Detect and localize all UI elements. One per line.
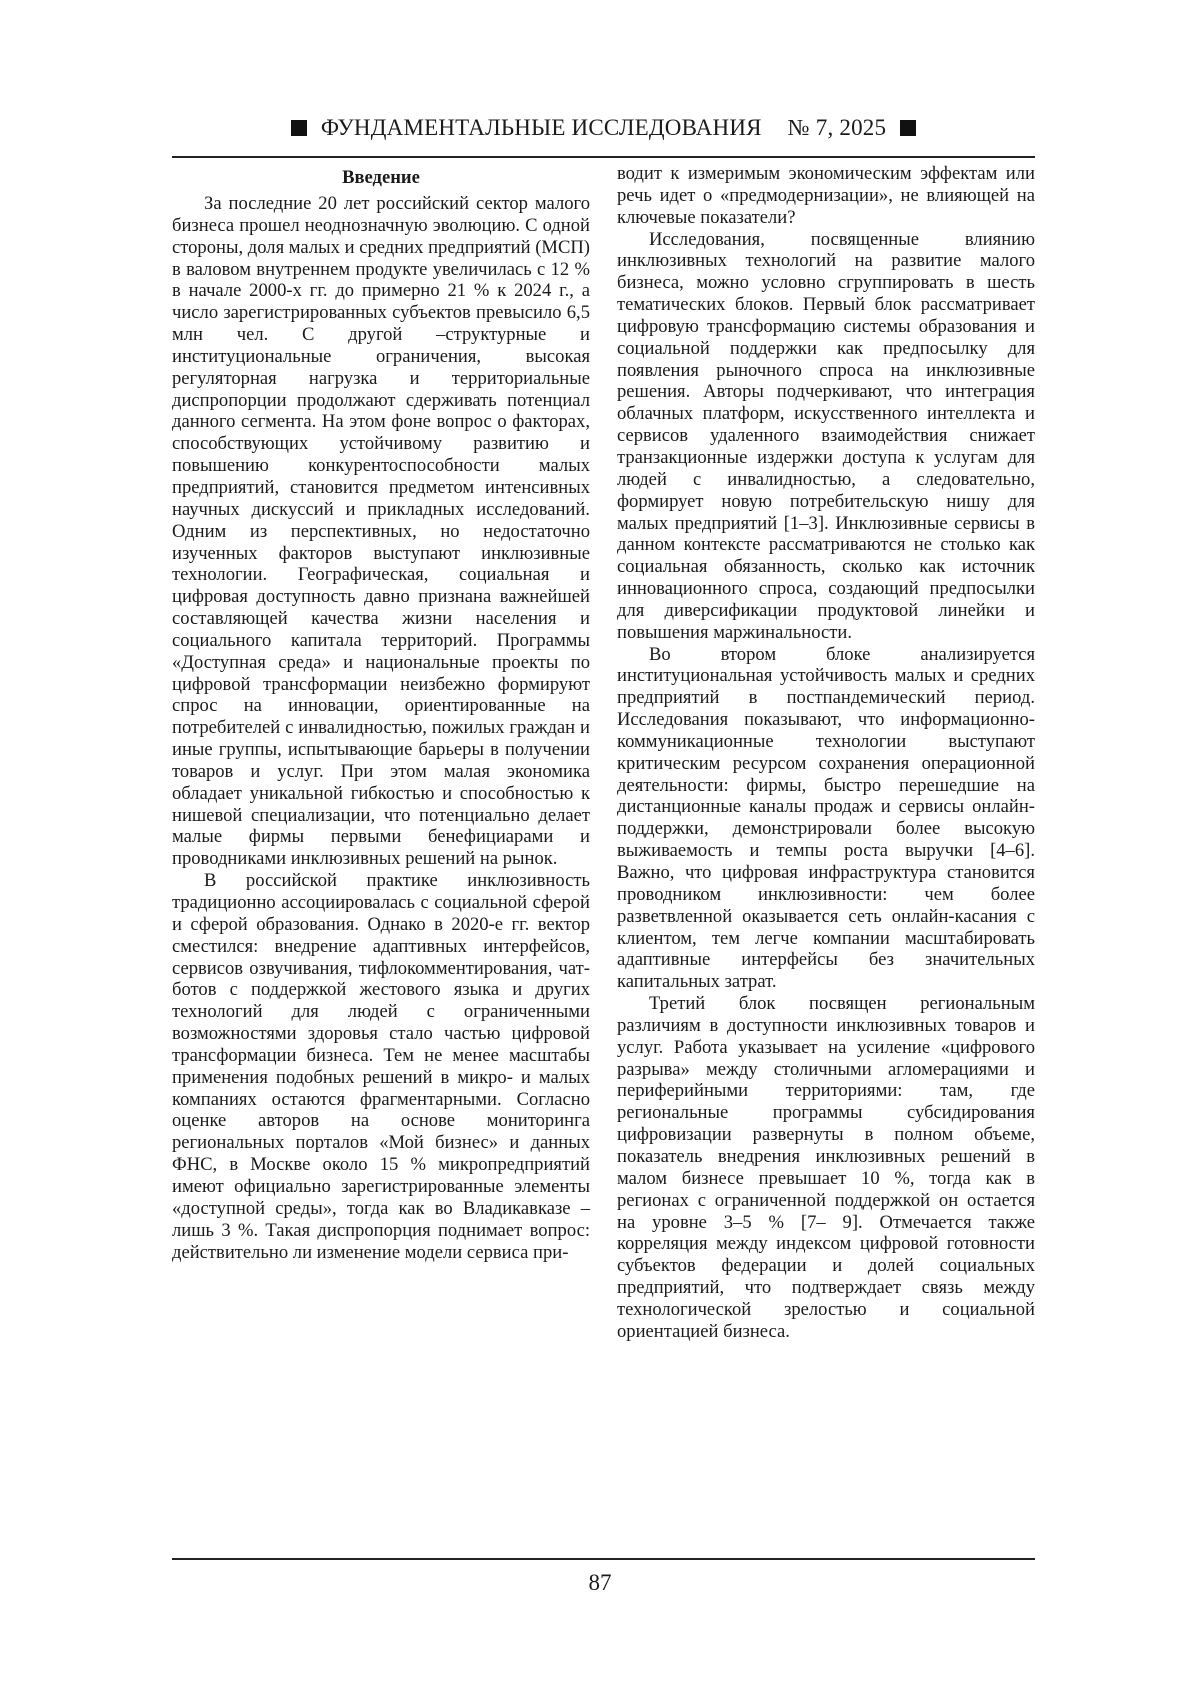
paragraph-continuation: водит к измеримым экономическим эффектам или речь идет о «предмодернизации», не влияющей на ключевые показатели? bbox=[617, 163, 1035, 228]
header-divider bbox=[172, 156, 1035, 158]
black-square-icon bbox=[900, 120, 916, 136]
article-body bbox=[172, 163, 1035, 1548]
paragraph: В российской практике инклюзивность традиционно ассоциировалась с социальной сферой и сферой образования. Однако в 2020-е гг. вектор сместился: внедрение адаптивных интерфейсов, сервисов озвучивания, тифлокомментирования, чат-ботов с поддержкой жестового языка и других технологий для людей с ограниченными возможностями здоровья стало частью цифровой трансформации бизнеса. Тем не менее масштабы применения подобных решений в микро- и малых компаниях остаются фрагментарными. Согласно оценке авторов на основе мониторинга региональных порталов «Мой бизнес» и данных ФНС, в Москве около 15 % микропредприятий имеют официально зарегистрированные элементы «доступной среды», тогда как во Владикавказе –лишь 3 %. Такая диспропорция поднимает вопрос: действительно ли изменение модели сервиса при- bbox=[172, 870, 590, 1263]
paragraph: За последние 20 лет российский сектор малого бизнеса прошел неоднозначную эволюцию. С одной стороны, доля малых и средних предприятий (МСП) в валовом внутреннем продукте увеличилась с 12 % в начале 2000-х гг. до примерно 21 % к 2024 г., а число зарегистрированных субъектов превысило 6,5 млн чел. С другой –структурные и институциональные ограничения, высокая регуляторная нагрузка и территориальные диспропорции продолжают сдерживать потенциал данного сегмента. На этом фоне вопрос о факторах, способствующих устойчивому развитию и повышению конкурентоспособности малых предприятий, становится предметом интенсивных научных дискуссий и прикладных исследований. Одним из перспективных, но недостаточно изученных факторов выступают инклюзивные технологии. Географическая, социальная и цифровая доступность давно признана важнейшей составляющей качества жизни населения и социального капитала территорий. Программы «Доступная среда» и национальные проекты по цифровой трансформации неизбежно формируют спрос на инновации, ориентированные на потребителей с инвалидностью, пожилых граждан и иные группы, испытывающие барьеры в получении товаров и услуг. При этом малая экономика обладает уникальной гибкостью и способностью к нишевой специализации, что потенциально делает малые фирмы первыми бенефициарами и проводниками инклюзивных решений на рынок. bbox=[172, 193, 590, 870]
black-square-icon bbox=[291, 120, 307, 136]
paragraph: Во втором блоке анализируется институциональная устойчивость малых и средних предприятий в постпандемический период. Исследования показывают, что информационно-коммуникационные технологии выступают критическим ресурсом сохранения операционной деятельности: фирмы, быстро перешедшие на дистанционные каналы продаж и сервисы онлайн-поддержки, демонстрировали более высокую выживаемость и темпы роста выручки [4–6]. Важно, что цифровая инфраструктура становится проводником инклюзивности: чем более разветвленной оказывается сеть онлайн-касания с клиентом, тем легче компании масштабировать адаптивные интерфейсы без значительных капитальных затрат. bbox=[617, 643, 1035, 993]
left-column bbox=[172, 163, 590, 1548]
page-number: 87 bbox=[588, 1570, 612, 1595]
issue-number: № 7, 2025 bbox=[787, 115, 887, 140]
paragraph: Исследования, посвященные влиянию инклюзивных технологий на развитие малого бизнеса, можно условно сгруппировать в шесть тематических блоков. Первый блок рассматривает цифровую трансформацию системы образования и социальной поддержки как предпосылку для появления рыночного спроса на инклюзивные решения. Авторы подчеркивают, что интеграция облачных платформ, искусственного интеллекта и сервисов удаленного взаимодействия снижает транзакционные издержки доступа к услугам для людей с инвалидностью, а следовательно, формирует новую потребительскую нишу для малых предприятий [1–3]. Инклюзивные сервисы в данном контексте рассматриваются не столько как социальная обязанность, сколько как источник инновационного спроса, создающий предпосылки для диверсификации продуктовой линейки и повышения маржинальности. bbox=[617, 228, 1035, 643]
right-column bbox=[617, 163, 1035, 1548]
section-title: Введение bbox=[342, 167, 420, 188]
running-header bbox=[172, 108, 1035, 148]
paragraph: Третий блок посвящен региональным различиям в доступности инклюзивных товаров и услуг. Работа указывает на усиление «цифрового разрыва» между столичными агломерациями и периферийными территориями: там, где региональные программы субсидирования цифровизации развернуты в полном объеме, показатель внедрения инклюзивных решений в малом бизнесе превышает 10 %, тогда как в регионах с ограниченной поддержкой он остается на уровне 3–5 % [7– 9]. Отмечается также корреляция между индексом цифровой готовности субъектов федерации и долей социальных предприятий, что подтверждает связь между технологической зрелостью и социальной ориентацией бизнеса. bbox=[617, 993, 1035, 1342]
footer-divider bbox=[172, 1558, 1035, 1560]
journal-title: ФУНДАМЕНТАЛЬНЫЕ ИССЛЕДОВАНИЯ bbox=[320, 115, 762, 140]
